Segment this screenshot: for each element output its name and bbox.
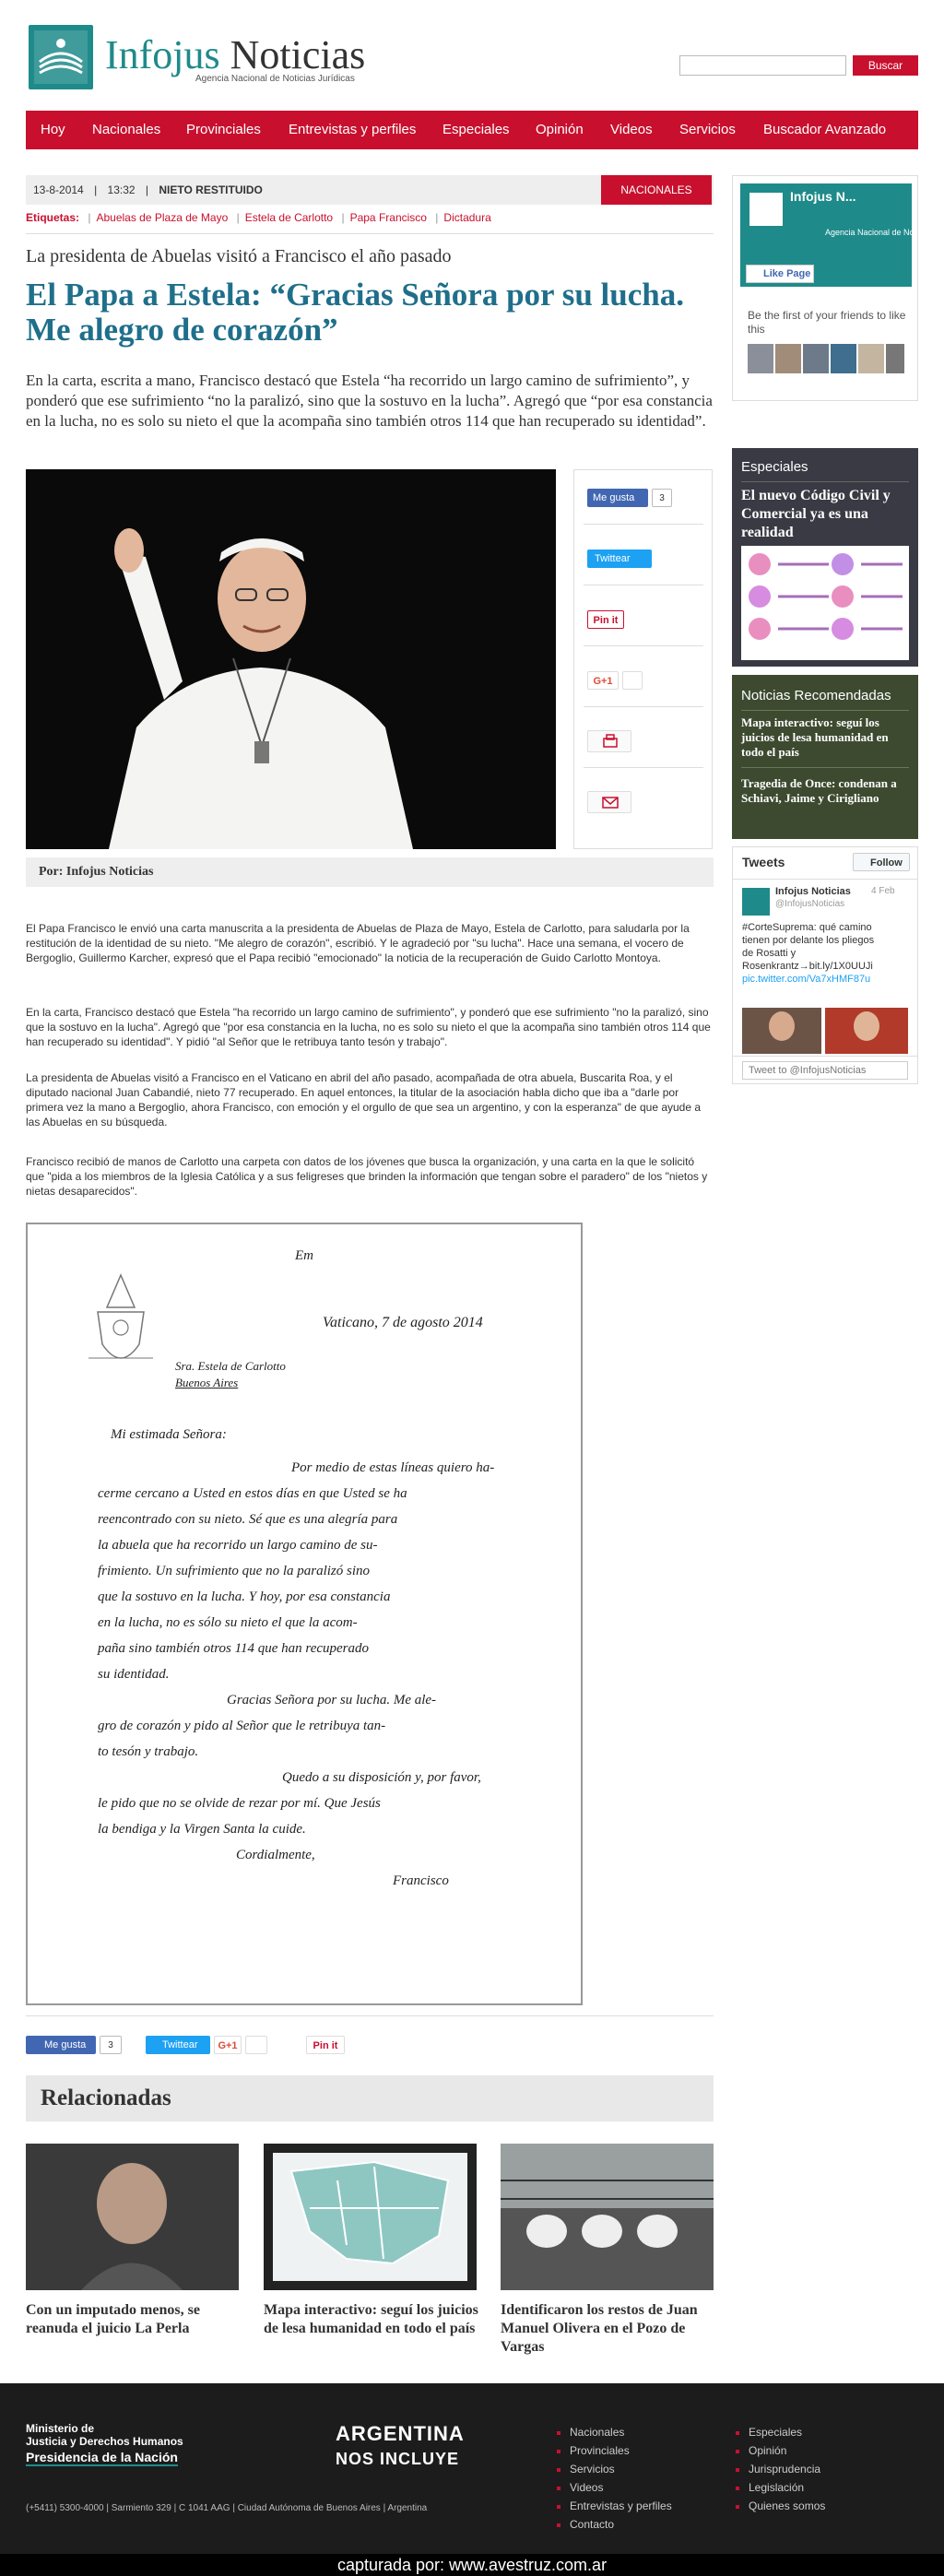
nav-provinciales[interactable]: Provinciales bbox=[186, 122, 261, 137]
article-paragraph: En la carta, Francisco destacó que Estela "ha recorrido un largo camino de sufrimiento", y ponderó que ese sufrimiento "no la paralizó, sino que la sostuvo en la lucha". Agregó que "por esa constancia en la lucha, no es solo su nieto el que la acompaña sino también otros 114 que han recuperado su identidad". Y pidió "al Señor que le retribuya tanto tesón y trabajo". bbox=[26, 1006, 711, 1048]
related-image[interactable] bbox=[26, 2144, 239, 2290]
article-meta: 13-8-2014 | 13:32 | NIETO RESTITUIDO bbox=[26, 175, 714, 205]
letter-address: Sra. Estela de Carlotto bbox=[175, 1359, 286, 1373]
logo-title[interactable]: Infojus Noticias bbox=[105, 32, 366, 77]
email-button[interactable] bbox=[587, 791, 631, 813]
main-nav bbox=[26, 111, 918, 149]
like-count: 3 bbox=[100, 2036, 122, 2054]
especiales-image[interactable] bbox=[741, 546, 909, 660]
footer-link[interactable]: Entrevistas y perfiles bbox=[557, 2499, 672, 2512]
fb-avatar bbox=[748, 191, 785, 228]
footer-presidency[interactable]: Presidencia de la Nación bbox=[26, 2450, 178, 2464]
like-count: 3 bbox=[652, 489, 672, 507]
related-image[interactable] bbox=[501, 2144, 714, 2290]
footer bbox=[0, 2383, 944, 2576]
fb-like-button-bottom[interactable]: Me gusta bbox=[26, 2036, 96, 2054]
nav-opinion[interactable]: Opinión bbox=[536, 122, 584, 137]
logo-subtitle: Agencia Nacional de Noticias Jurídicas bbox=[195, 74, 355, 84]
especiales-box bbox=[732, 448, 918, 667]
divider bbox=[733, 879, 917, 880]
vatican-seal-icon bbox=[79, 1270, 162, 1381]
fb-like-page-button[interactable]: Like Page bbox=[746, 265, 814, 283]
related-title[interactable]: Mapa interactivo: seguí los juicios de lesa humanidad en todo el país bbox=[264, 2302, 478, 2336]
pinterest-button[interactable]: Pin it bbox=[587, 610, 624, 629]
follow-button[interactable]: Follow bbox=[853, 853, 910, 871]
fb-like-button[interactable]: Me gusta bbox=[587, 489, 648, 507]
tweet-media[interactable] bbox=[742, 1008, 908, 1054]
share-column bbox=[573, 469, 713, 849]
footer-link[interactable]: Contacto bbox=[557, 2518, 614, 2531]
nav-videos[interactable]: Videos bbox=[610, 122, 653, 137]
letter-date: Vaticano, 7 de agosto 2014 bbox=[323, 1315, 483, 1330]
related-image[interactable] bbox=[264, 2144, 477, 2290]
divider bbox=[584, 524, 703, 525]
tags-label: Etiquetas: bbox=[26, 211, 80, 224]
footer-ministry: Justicia y Derechos Humanos bbox=[26, 2435, 183, 2448]
footer-link[interactable]: Legislación bbox=[736, 2481, 804, 2494]
recommended-item[interactable]: Mapa interactivo: seguí los juicios de lesa humanidad en todo el país bbox=[741, 715, 889, 759]
fb-page-sub: Agencia Nacional de No bbox=[825, 228, 914, 237]
gplus-count bbox=[622, 671, 643, 690]
mail-icon bbox=[588, 792, 632, 814]
fb-page-name[interactable]: Infojus N... bbox=[790, 189, 856, 204]
nav-especiales[interactable]: Especiales bbox=[442, 122, 510, 137]
letter-topline: Em bbox=[295, 1248, 313, 1263]
gplus-button[interactable]: G+1 bbox=[587, 671, 619, 690]
tags-row: Etiquetas: | Abuelas de Plaza de Mayo | Estela de Carlotto | Papa Francisco | Dictadura bbox=[26, 211, 491, 224]
tweet-text: #CorteSuprema: qué camino tienen por delante los pliegos de Rosatti y Rosenkrantz→bit.ly/1X0UUJi pic.twitter.com/Va7xHMF87u bbox=[742, 922, 875, 985]
nav-nacionales[interactable]: Nacionales bbox=[92, 122, 161, 137]
divider bbox=[26, 233, 714, 234]
tag-link[interactable]: Estela de Carlotto bbox=[244, 211, 334, 224]
article-byline: Por: Infojus Noticias bbox=[26, 857, 714, 887]
tweet-to-input[interactable]: Tweet to @InfojusNoticias bbox=[742, 1061, 908, 1080]
pope-photo bbox=[26, 469, 556, 849]
article-tag: NIETO RESTITUIDO bbox=[159, 183, 263, 196]
article-time: 13:32 bbox=[107, 183, 136, 196]
footer-link[interactable]: Especiales bbox=[736, 2426, 802, 2439]
divider bbox=[584, 767, 703, 768]
tag-link[interactable]: Papa Francisco bbox=[349, 211, 427, 224]
footer-ministry: Ministerio de bbox=[26, 2422, 95, 2435]
tweet-avatar[interactable] bbox=[742, 888, 770, 916]
divider bbox=[584, 706, 703, 707]
footer-link[interactable]: Jurisprudencia bbox=[736, 2463, 820, 2476]
footer-slogan: NOS INCLUYE bbox=[336, 2450, 460, 2468]
gplus-button-bottom[interactable]: G+1 bbox=[214, 2036, 242, 2054]
footer-link[interactable]: Opinión bbox=[736, 2444, 786, 2457]
footer-link[interactable]: Nacionales bbox=[557, 2426, 624, 2439]
letter-body: Por medio de estas líneas quiero ha- cerme cercano a Usted en estos días en que Usted se ha reencontrado con su nieto. Sé que es una alegría para la abuela que ha recorrido un largo camino de su- frimiento. Un sufrimiento que no la paralizó sino que la sostuvo en la lucha. Y hoy, por esa constancia en la lucha, no es sólo su nieto el que la acom- paña sino también otros 114 que han recuperado su identidad. Gracias Señora por su lucha. Me ale- gro de corazón y pido al Señor que le retribuya tan- to tesón y trabajo. Quedo a su disposición y, por favor, le pido que no se olvide de rezar por mí. Que Jesús la bendiga y la Virgen Santa la cuide. Cordialmente, Francisco bbox=[98, 1460, 495, 1888]
nav-buscador[interactable]: Buscador Avanzado bbox=[763, 122, 887, 137]
recommended-box bbox=[732, 675, 918, 839]
tweet-handle: @InfojusNoticias bbox=[775, 899, 845, 909]
especiales-title: Especiales bbox=[741, 459, 808, 475]
recommended-title: Noticias Recomendadas bbox=[741, 688, 891, 703]
fb-fans-row bbox=[748, 344, 904, 373]
article-kicker: La presidenta de Abuelas visitó a Francisco el año pasado bbox=[26, 246, 452, 266]
tag-link[interactable]: Dictadura bbox=[443, 211, 491, 224]
footer-link[interactable]: Servicios bbox=[557, 2463, 615, 2476]
gplus-count bbox=[245, 2036, 267, 2054]
divider bbox=[741, 767, 909, 768]
recommended-item[interactable]: Tragedia de Once: condenan a Schiavi, Jaime y Cirigliano bbox=[741, 776, 897, 805]
fb-friends-text: Be the first of your friends to like this bbox=[748, 309, 906, 336]
nav-hoy[interactable]: Hoy bbox=[41, 122, 65, 137]
related-heading: Relacionadas bbox=[26, 2075, 714, 2121]
print-button[interactable] bbox=[587, 730, 631, 752]
handwritten-letter bbox=[26, 1223, 583, 2005]
footer-contact: (+5411) 5300-4000 | Sarmiento 329 | C 1041 AAG | Ciudad Autónoma de Buenos Aires | Argentina bbox=[26, 2503, 428, 2513]
section-badge[interactable]: NACIONALES bbox=[601, 175, 712, 205]
tweet-user[interactable]: Infojus Noticias bbox=[775, 886, 851, 897]
search-input[interactable] bbox=[679, 55, 846, 76]
article-paragraph: Francisco recibió de manos de Carlotto una carpeta con datos de los jóvenes que busca la organización, y una carta en la que le solicitó que "pida a los miembros de la Iglesia Católica y a sus feligreses que brinden la información que tengan sobre el paradero" de los "nietos y nietas desaparecidos". bbox=[26, 1155, 708, 1198]
letter-address: Buenos Aires bbox=[175, 1376, 239, 1389]
related-title[interactable]: Identificaron los restos de Juan Manuel Olivera en el Pozo de Vargas bbox=[501, 2302, 698, 2355]
tag-link[interactable]: Abuelas de Plaza de Mayo bbox=[96, 211, 229, 224]
site-logo[interactable] bbox=[29, 25, 93, 89]
letter-greeting: Mi estimada Señora: bbox=[111, 1427, 227, 1442]
article-paragraph: La presidenta de Abuelas visitó a Francisco en el Vaticano en abril del año pasado, acompañada de otra abuela, Buscarita Roa, y el diputado nacional Juan Cabandié, nieto 77 recuperado. En aquel entonces, la titular de la asociación habla dicho que iba a "darle por primera vez la mano a Bergoglio, ahora Francisco, con emoción y el orgullo de que sea un argentino, y con la esperanza" de que ayude a las Abuelas en su búsqueda. bbox=[26, 1071, 702, 1128]
tweet-date: 4 Feb bbox=[871, 886, 895, 896]
divider bbox=[584, 645, 703, 646]
especiales-headline[interactable]: El nuevo Código Civil y Comercial ya es una realidad bbox=[741, 488, 891, 540]
divider bbox=[741, 481, 909, 482]
article-date: 13-8-2014 bbox=[33, 183, 84, 196]
print-icon bbox=[588, 731, 632, 753]
footer-link[interactable]: Videos bbox=[557, 2481, 603, 2494]
divider bbox=[733, 1056, 917, 1057]
article-lede: En la carta, escrita a mano, Francisco destacó que Estela “ha recorrido un largo camino de sufrimiento”, y ponderó que ese sufrimiento “no la paralizó, sino que la sostuvo en la lucha”. Agregó que “por esa constancia en la lucha, no es solo su nieto el que la acompaña sino también otros 114 que han recuperado su identidad”. bbox=[26, 372, 713, 430]
tweets-title: Tweets bbox=[742, 855, 785, 869]
facebook-widget bbox=[732, 175, 918, 401]
footer-link[interactable]: Quienes somos bbox=[736, 2499, 825, 2512]
related-title[interactable]: Con un imputado menos, se reanuda el juicio La Perla bbox=[26, 2302, 200, 2336]
twitter-widget bbox=[732, 846, 918, 1084]
pinterest-button-bottom[interactable]: Pin it bbox=[306, 2036, 345, 2054]
tweet-button-bottom[interactable]: Twittear bbox=[146, 2036, 210, 2054]
nav-servicios[interactable]: Servicios bbox=[679, 122, 736, 137]
footer-link[interactable]: Provinciales bbox=[557, 2444, 630, 2457]
article-paragraph: El Papa Francisco le envió una carta manuscrita a la presidenta de Abuelas de Plaza de Mayo, Estela de Carlotto, para saludarla por la restitución de la identidad de su nieto. "Me alegro de corazón", escribió. Y le agradeció por "su lucha". Hace una semana, el vocero de Bergoglio, Guillermo Karcher, expresó que el Papa recibió "emocionado" la noticia de la recuperación de Guido Carlotto Montoya. bbox=[26, 922, 690, 964]
nav-entrevistas[interactable]: Entrevistas y perfiles bbox=[289, 122, 417, 137]
article-headline: El Papa a Estela: “Gracias Señora por su lucha. Me alegro de corazón” bbox=[26, 277, 684, 348]
tweet-button[interactable]: Twittear bbox=[587, 549, 652, 568]
footer-slogan: ARGENTINA bbox=[336, 2422, 465, 2445]
capture-credit: capturada por: www.avestruz.com.ar bbox=[0, 2554, 944, 2576]
divider bbox=[741, 710, 909, 711]
divider bbox=[26, 2015, 714, 2016]
search-button[interactable]: Buscar bbox=[853, 55, 918, 76]
